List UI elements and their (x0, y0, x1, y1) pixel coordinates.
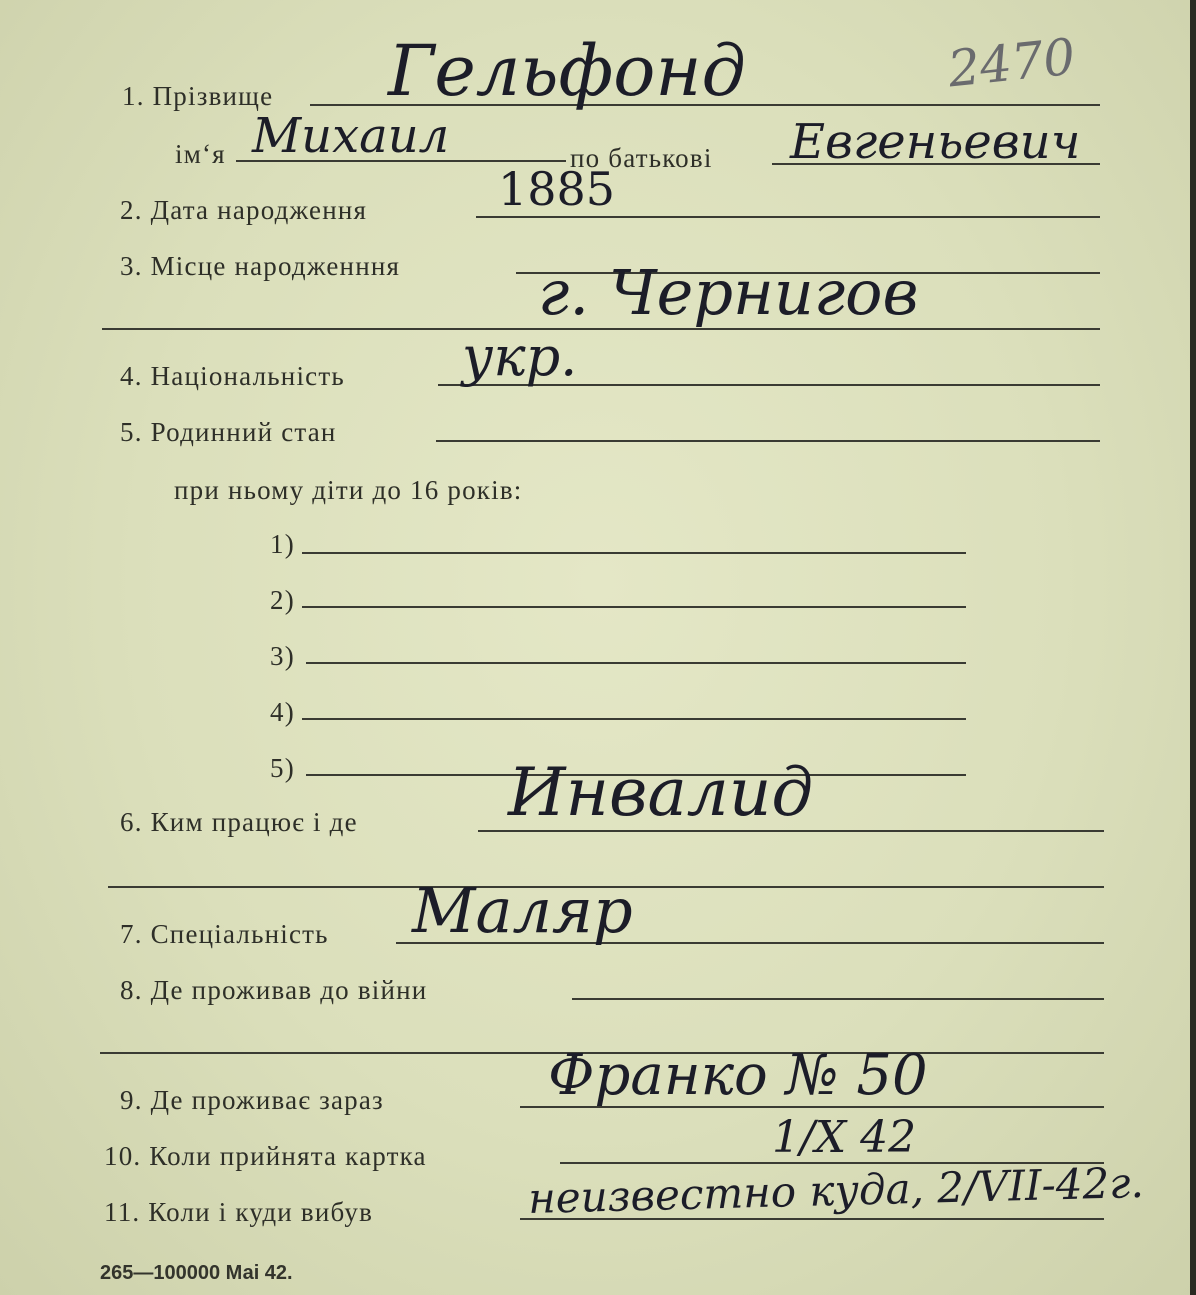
current-address-value: Франко № 50 (548, 1043, 928, 1108)
patronymic-label: по батькові (570, 143, 713, 173)
family-status-line (436, 440, 1100, 442)
child-5-label: 5) (270, 753, 295, 783)
prewar-address-label: 8. Де проживав до війни (120, 975, 428, 1005)
nationality-value: укр. (462, 325, 578, 388)
specialty-label: 7. Спеціальність (120, 919, 329, 949)
first-name-label: ім‘я (175, 139, 226, 169)
specialty-value: Маляр (412, 874, 633, 947)
occupation-value: Инвалид (508, 754, 814, 831)
patronymic-value: Евгеньевич (790, 114, 1081, 170)
birth-date-value: 1885 (498, 162, 616, 216)
child-3-line (306, 662, 966, 664)
child-3-label: 3) (270, 641, 295, 671)
birth-date-line (476, 216, 1100, 218)
card-number: 2470 (945, 27, 1078, 99)
birthplace-value: г. Чернигов (538, 256, 919, 329)
child-4-label: 4) (270, 697, 295, 727)
first-name-value: Михаил (252, 108, 450, 164)
child-2-line (302, 606, 966, 608)
card-accepted-value: 1/X 42 (772, 1112, 917, 1163)
children-label: при ньому діти до 16 років: (174, 475, 523, 505)
departed-value: неизвестно куда, 2/VII-42г. (527, 1157, 1145, 1224)
child-2-label: 2) (270, 585, 295, 615)
card-accepted-label: 10. Коли прийнята картка (104, 1141, 427, 1171)
nationality-label: 4. Національність (120, 361, 345, 391)
departed-label: 11. Коли і куди вибув (104, 1197, 374, 1227)
birth-date-label: 2. Дата народження (120, 195, 368, 225)
family-status-label: 5. Родинний стан (120, 417, 337, 447)
child-1-label: 1) (270, 529, 295, 559)
card-edge (1190, 0, 1196, 1295)
current-address-label: 9. Де проживає зараз (120, 1085, 384, 1115)
prewar-address-line-1 (572, 998, 1104, 1000)
print-imprint: 265—100000 Маі 42. (100, 1262, 293, 1284)
surname-label: 1. Прізвище (122, 81, 274, 111)
occupation-label: 6. Ким працює і де (120, 807, 358, 837)
surname-value: Гельфонд (388, 30, 746, 112)
child-1-line (302, 552, 966, 554)
child-4-line (302, 718, 966, 720)
birthplace-label: 3. Місце народженння (120, 251, 401, 281)
